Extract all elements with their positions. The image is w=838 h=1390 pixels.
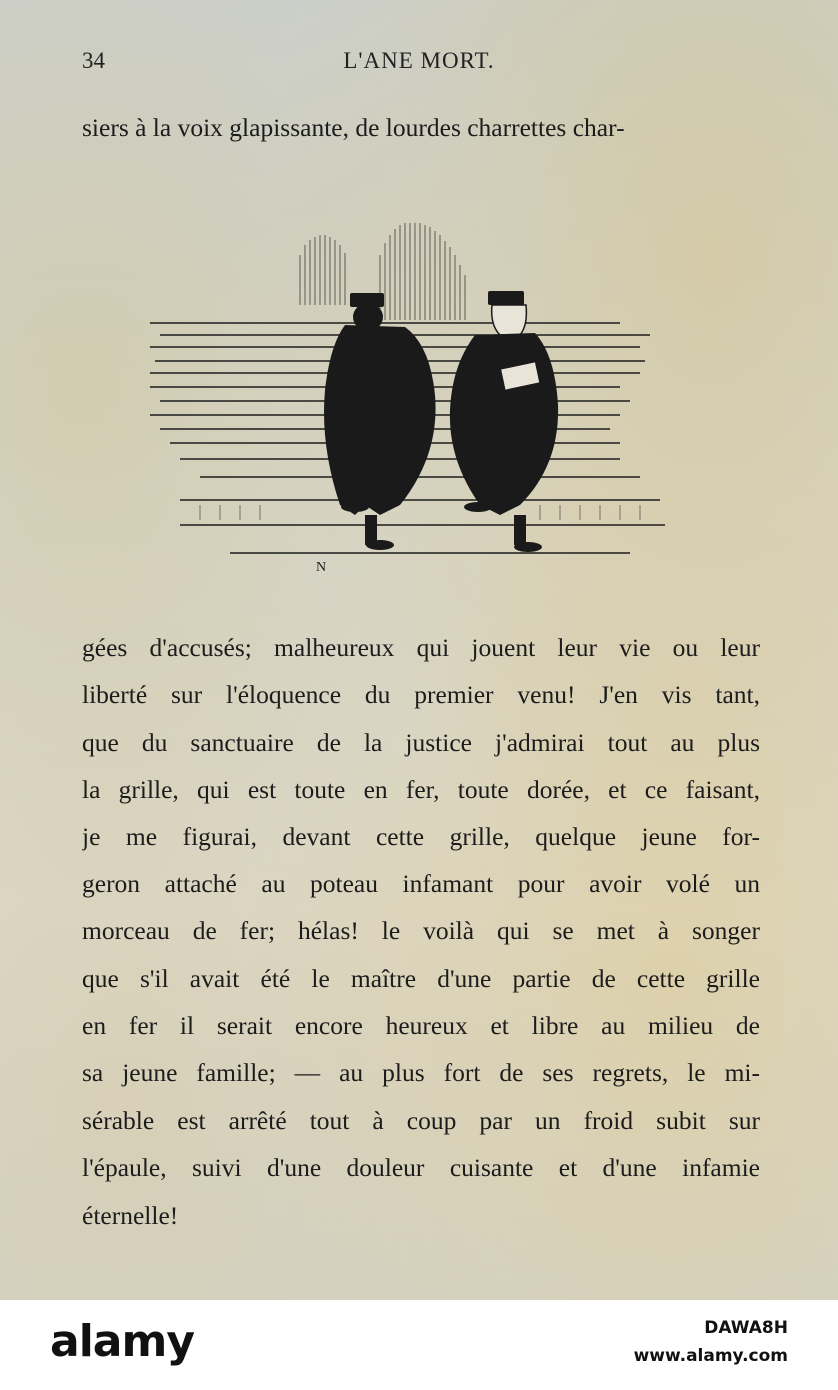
- page-number: 34: [82, 48, 105, 73]
- running-title: L'ANE MORT.: [343, 48, 495, 73]
- text-line: l'épaule, suivi d'une douleur cuisante et d'une infamie: [82, 1153, 760, 1182]
- text-line: sérable est arrêté tout à coup par un froid subit sur: [82, 1106, 760, 1135]
- brand-logo: alamy: [50, 1316, 194, 1367]
- text-line: la grille, qui est toute en fer, toute dorée, et ce faisant,: [82, 775, 760, 804]
- text-line: que du sanctuaire de la justice j'admirai tout au plus: [82, 728, 760, 757]
- text-line: gées d'accusés; malheureux qui jouent leur vie ou leur: [82, 633, 760, 662]
- image-id: DAWA8H: [704, 1318, 788, 1338]
- text-line: geron attaché au poteau infamant pour avoir volé un: [82, 869, 760, 898]
- text-line: siers à la voix glapissante, de lourdes charrettes char-: [82, 113, 625, 142]
- text-line: que s'il avait été le maître d'une partie de cette grille: [82, 964, 760, 993]
- text-line: morceau de fer; hélas! le voilà qui se met à songer: [82, 916, 760, 945]
- text-line: liberté sur l'éloquence du premier venu! J'en vis tant,: [82, 680, 760, 709]
- engraver-signature: N: [316, 560, 327, 575]
- engraving-two-judges-on-steps: [140, 215, 680, 575]
- text-line: éternelle!: [82, 1201, 179, 1230]
- page-header: [0, 44, 838, 80]
- text-line: je me figurai, devant cette grille, quelque jeune for-: [82, 822, 760, 851]
- site-url: www.alamy.com: [633, 1346, 788, 1366]
- text-line: en fer il serait encore heureux et libre au milieu de: [82, 1011, 760, 1040]
- text-line: sa jeune famille; — au plus fort de ses regrets, le mi-: [82, 1058, 760, 1087]
